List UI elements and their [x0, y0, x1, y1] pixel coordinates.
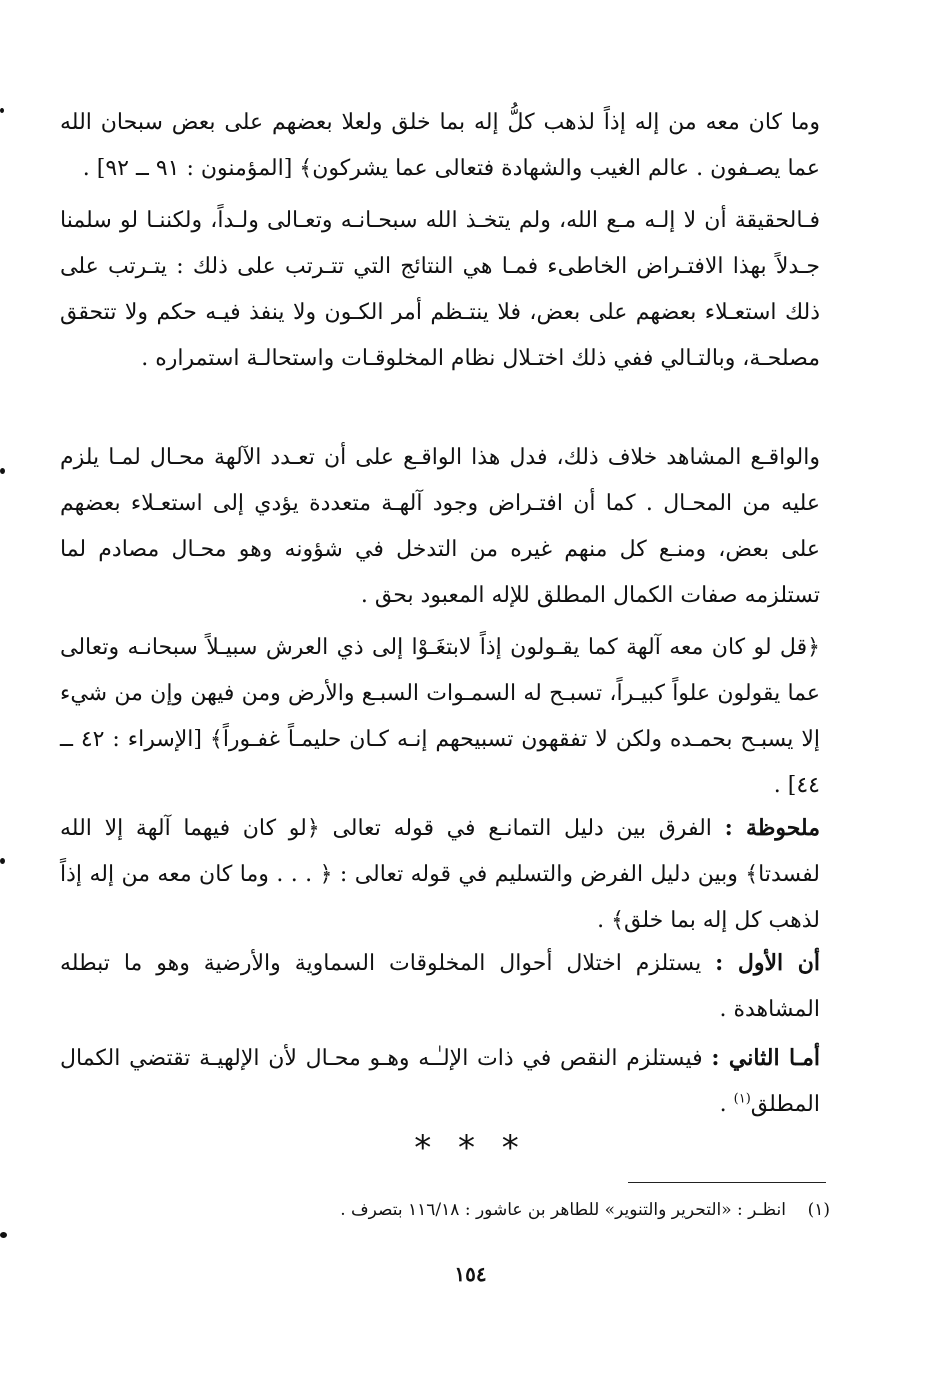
first-text: يستلزم اختلال أحوال المخلوقات السماوية والأرضية وهو ما تبطله المشاهدة .	[60, 951, 820, 1022]
main-text-7	[60, 1035, 820, 1128]
main-text-4	[60, 625, 820, 809]
section-separator: * * *	[414, 1128, 527, 1168]
footnote-text: انظـر : «التحرير والتنوير» للطاهر بن عاشور : ١١٦/١٨ بتصرف .	[340, 1200, 786, 1220]
second-text: فيستلزم النقص في ذات الإلـٰـه وهـو محـال لأن الإلهيـة تقتضي الكمال المطلق	[60, 1046, 820, 1117]
scan-speck	[0, 468, 5, 474]
second-label: أمـا الثاني :	[711, 1045, 820, 1071]
first-label: أن الأول :	[715, 950, 820, 976]
footnote	[240, 1196, 830, 1224]
paragraph-note	[60, 805, 820, 944]
main-text-3	[60, 435, 820, 619]
page-number: ١٥٤	[454, 1262, 487, 1286]
paragraph-quran-verse-2: ﴿قل لو كان معه آلهة كما يقـولون إذاً لابتغَـوْا إلى ذي العرش سبيـلاً سبحانـه وتعالى عما يقولون علواً كبيـراً، تسبـح له السمـوات السبـع والأرض ومن فيهن وإن من شيء إلا يسبـح بحمـده ولكن لا تفقهون تسبيحهم إنـه كـان حليمـاً غفـوراً﴾ [الإسراء : ٤٢ ــ ٤٤] .	[60, 635, 821, 798]
note-text: الفرق بين دليل التمانـع في قوله تعالى ﴿لو كان فيهما آلهة إلا الله لفسدتا﴾ وبين دليل الفرض والتسليم في قوله تعالى : ﴿ . . . وما كان معه من إله إذاً لذهب كل إله بما خلق﴾ .	[60, 816, 820, 933]
main-text-6	[60, 940, 820, 1033]
note-label: ملحوظة :	[724, 815, 820, 841]
footnote-marker: (١)	[807, 1200, 830, 1220]
second-end: .	[719, 1092, 734, 1117]
scan-speck	[0, 108, 4, 113]
scan-speck	[0, 1232, 7, 1238]
paragraph-quran-verse-1: وما كان معه من إله إذاً لذهب كلُّ إله بما خلق ولعلا بعضهم على بعض سبحان الله عما يصـفون . عالم الغيب والشهادة فتعالى عما يشركون﴾ [المؤمنون : ٩١ ــ ٩٢] .	[60, 110, 820, 181]
paragraph-second	[60, 1035, 820, 1128]
footnote-divider	[628, 1182, 826, 1183]
paragraph-first	[60, 940, 820, 1033]
footnote-reference: (١)	[733, 1091, 751, 1107]
paragraph-observed: والواقـع المشاهد خلاف ذلك، فدل هذا الواقـع على أن تعـدد الآلهة محـال لمـا يلزم عليه من المحـال . كما أن افتـراض وجود آلهـة متعددة يؤدي إلى استعـلاء بعضهم على بعض، ومنـع كل منهم غيره من التدخل في شؤونه وهو محـال مصادم لما تستلزمه صفات الكمال المطلق للإله المعبود بحق .	[60, 445, 820, 608]
scan-speck	[0, 858, 5, 864]
main-text	[60, 100, 820, 192]
main-text-5	[60, 805, 820, 944]
main-text-2	[60, 198, 820, 382]
paragraph-reality: فـالحقيقة أن لا إلـه مـع الله، ولم يتخـذ الله سبحـانـه وتعـالى ولـداً، ولكننـا لو سلمنا جـدلاً بهذا الافتـراض الخاطىء فمـا هي النتائج التي تتـرتب على ذلك : يتـرتب على ذلك استعـلاء بعضهم على بعض، فلا ينتـظم أمر الكـون ولا ينفذ فيـه حكم ولا تتحقق مصلحـة، وبالتـالي ففي ذلك اختـلال نظام المخلوقـات واستحالـة استمراره .	[60, 208, 820, 371]
